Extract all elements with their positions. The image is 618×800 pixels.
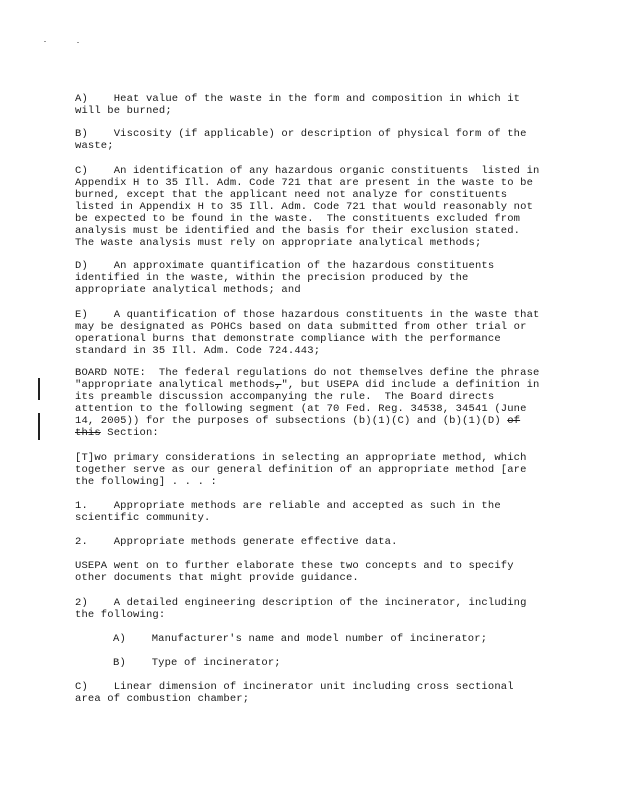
- paragraph-e-line-1: E) A quantification of those hazardous constituents in the waste that: [75, 309, 540, 321]
- quote-line-3: the following] . . . :: [75, 476, 217, 488]
- paragraph-c-line-4: listed in Appendix H to 35 Ill. Adm. Code 721 that would reasonably not: [75, 201, 534, 213]
- board-note-text: 14, 2005)) for the purposes of subsections (b)(1)(C) and (b)(1)(D): [75, 415, 508, 427]
- quote-line-1: [T]wo primary considerations in selecting an appropriate method, which: [75, 452, 527, 464]
- paragraph-c-line-2: Appendix H to 35 Ill. Adm. Code 721 that are present in the waste to be: [75, 177, 534, 189]
- paragraph-c-line-3: burned, except that the applicant need not analyze for constituents: [75, 189, 508, 201]
- paragraph-a-line-2: will be burned;: [75, 105, 172, 117]
- paragraph-c-line-5: be expected to be found in the waste. The constituents excluded from: [75, 213, 521, 225]
- paragraph-c-line-7: The waste analysis must rely on appropriate analytical methods;: [75, 237, 482, 249]
- item-1-line-2: scientific community.: [75, 512, 211, 524]
- deleted-text: of: [507, 415, 521, 427]
- board-note-line-2: [75, 379, 539, 391]
- revision-change-bar: [38, 378, 40, 400]
- paragraph-e-line-4: standard in 35 Ill. Adm. Code 724.443;: [75, 345, 321, 357]
- board-note-text: Section:: [100, 427, 159, 439]
- subitem-c-line-2: area of combustion chamber;: [75, 693, 250, 705]
- board-note-text: ", but USEPA did include a definition in: [281, 379, 540, 391]
- subitem-b-line: B) Type of incinerator;: [113, 657, 281, 669]
- paragraph-d-line-2: identified in the waste, within the precision produced by the: [75, 272, 469, 284]
- paragraph-d-line-1: D) An approximate quantification of the hazardous constituents: [75, 260, 495, 272]
- quote-line-2: together serve as our general definition of an appropriate method [are: [75, 464, 527, 476]
- subitem-c-line-1: C) Linear dimension of incinerator unit including cross sectional: [75, 681, 514, 693]
- item-1-line-1: 1. Appropriate methods are reliable and accepted as such in the: [75, 500, 501, 512]
- paragraph-2-line-2: the following:: [75, 609, 166, 621]
- subitem-a-line: A) Manufacturer's name and model number of incinerator;: [113, 633, 488, 645]
- paragraph-e-line-2: may be designated as POHCs based on data submitted from other trial or: [75, 321, 527, 333]
- board-note-line-3: its preamble discussion accompanying the rule. The Board directs: [75, 391, 495, 403]
- deleted-text: ,: [274, 379, 282, 391]
- board-note-text: "appropriate analytical methods: [75, 379, 275, 391]
- paragraph-b-line-2: waste;: [75, 140, 114, 152]
- deleted-text: this: [75, 427, 101, 439]
- scan-speck: [44, 41, 46, 42]
- paragraph-2-line-1: 2) A detailed engineering description of the incinerator, including: [75, 597, 527, 609]
- usepa-line-2: other documents that might provide guidance.: [75, 572, 359, 584]
- item-2-line-1: 2. Appropriate methods generate effective data.: [75, 536, 398, 548]
- board-note-line-4: attention to the following segment (at 70 Fed. Reg. 34538, 34541 (June: [75, 403, 527, 415]
- paragraph-b-line-1: B) Viscosity (if applicable) or description of physical form of the: [75, 128, 527, 140]
- board-note-line-6: [75, 427, 159, 439]
- paragraph-d-line-3: appropriate analytical methods; and: [75, 284, 301, 296]
- paragraph-c-line-1: C) An identification of any hazardous organic constituents listed in: [75, 165, 540, 177]
- paragraph-c-line-6: analysis must be identified and the basis for their exclusion stated.: [75, 225, 521, 237]
- usepa-line-1: USEPA went on to further elaborate these two concepts and to specify: [75, 560, 514, 572]
- board-note-line-1: BOARD NOTE: The federal regulations do not themselves define the phrase: [75, 367, 540, 379]
- board-note-line-5: [75, 415, 520, 427]
- scan-speck: [77, 42, 79, 43]
- paragraph-a-line-1: A) Heat value of the waste in the form and composition in which it: [75, 93, 521, 105]
- revision-change-bar: [38, 413, 40, 440]
- paragraph-e-line-3: operational burns that demonstrate compliance with the performance: [75, 333, 501, 345]
